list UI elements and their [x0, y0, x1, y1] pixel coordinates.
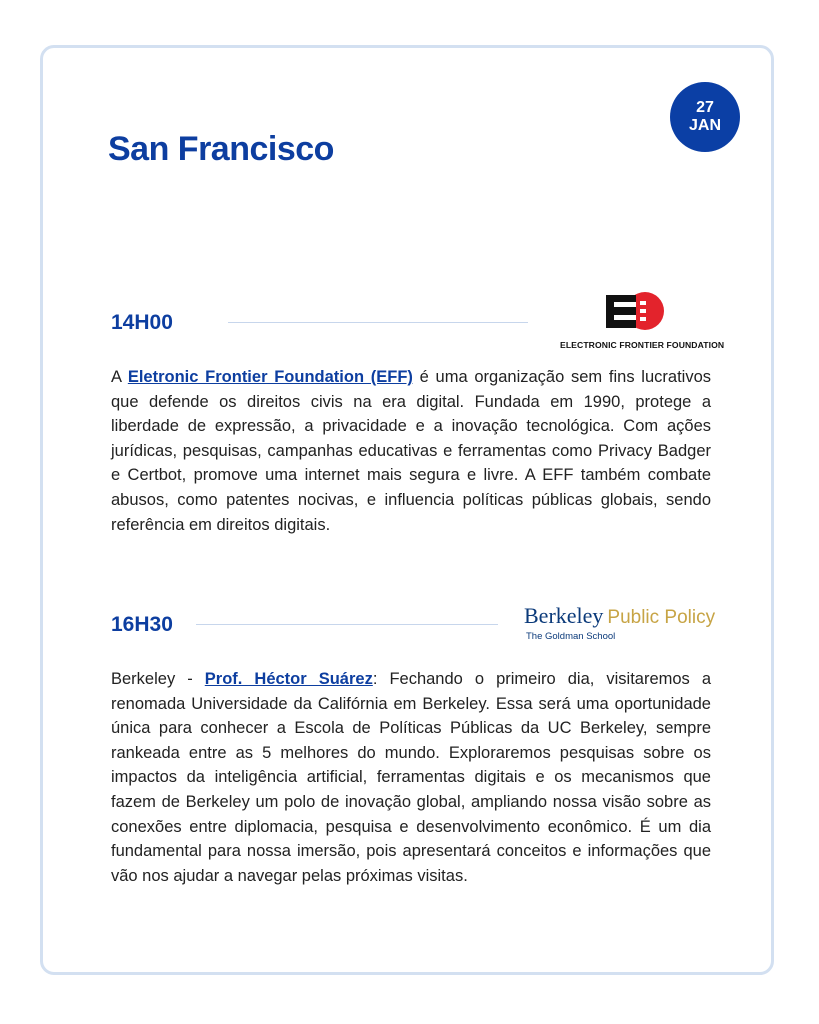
event-description-2	[111, 667, 711, 888]
date-badge	[670, 82, 740, 152]
event-text-before-1: A	[111, 368, 128, 386]
berkeley-logo-suffix: Public Policy	[607, 607, 716, 628]
page-title: San Francisco	[108, 130, 334, 168]
eff-logo	[560, 292, 725, 352]
event-text-after-2: : Fechando o primeiro dia, visitaremos a renomada Universidade da Califórnia em Berkeley. Essa será uma oportunidade única para conhecer a Escola de Políticas Públicas da UC Berkeley, sempre rankeada entre as 5 melhores do mundo. Exploraremos pesquisas sobre os impactos da inteligência artificial, ferramentas digitais e os mecanismos que fazem de Berkeley um polo de inovação global, ampliando nossa visão sobre as conexões entre diplomacia, pesquisa e desenvolvimento econômico. É um dia fundamental para nossa imersão, pois apresentará conceitos e informações que vão nos ajudar a navegar pelas próximas visitas.	[111, 670, 712, 885]
berkeley-logo-subtitle: The Goldman School	[526, 631, 616, 642]
berkeley-public-policy-logo	[524, 603, 714, 645]
berkeley-logo-title	[524, 603, 715, 629]
event-text-after-1: é uma organização sem fins lucrativos que defende os direitos civis na era digital. Fundada em 1990, protege a liberdade de expressão, a privacidade e a inovação tecnológica. Com ações jurídicas, pesquisas, campanhas educativas e ferramentas como Privacy Badger e Certbot, promove uma internet mais segura e livre. A EFF também combate abusos, como patentes nocivas, e influencia políticas públicas globais, sendo referência em direitos digitais.	[111, 368, 711, 534]
eff-logo-caption: ELECTRONIC FRONTIER FOUNDATION	[560, 340, 725, 350]
event-text-before-2: Berkeley -	[111, 670, 205, 688]
event-time-2: 16H30	[111, 613, 173, 636]
date-day: 27	[696, 99, 714, 116]
date-month: JAN	[688, 117, 721, 134]
eff-link[interactable]: Eletronic Frontier Foundation (EFF)	[127, 368, 413, 386]
event-description-1	[111, 365, 711, 537]
eff-logo-mark-icon	[604, 292, 664, 332]
divider-line	[228, 322, 528, 323]
event-time-1: 14H00	[111, 311, 173, 334]
divider-line	[196, 624, 498, 625]
berkeley-logo-word: Berkeley	[524, 603, 604, 628]
professor-link[interactable]: Prof. Héctor Suárez	[204, 670, 373, 688]
